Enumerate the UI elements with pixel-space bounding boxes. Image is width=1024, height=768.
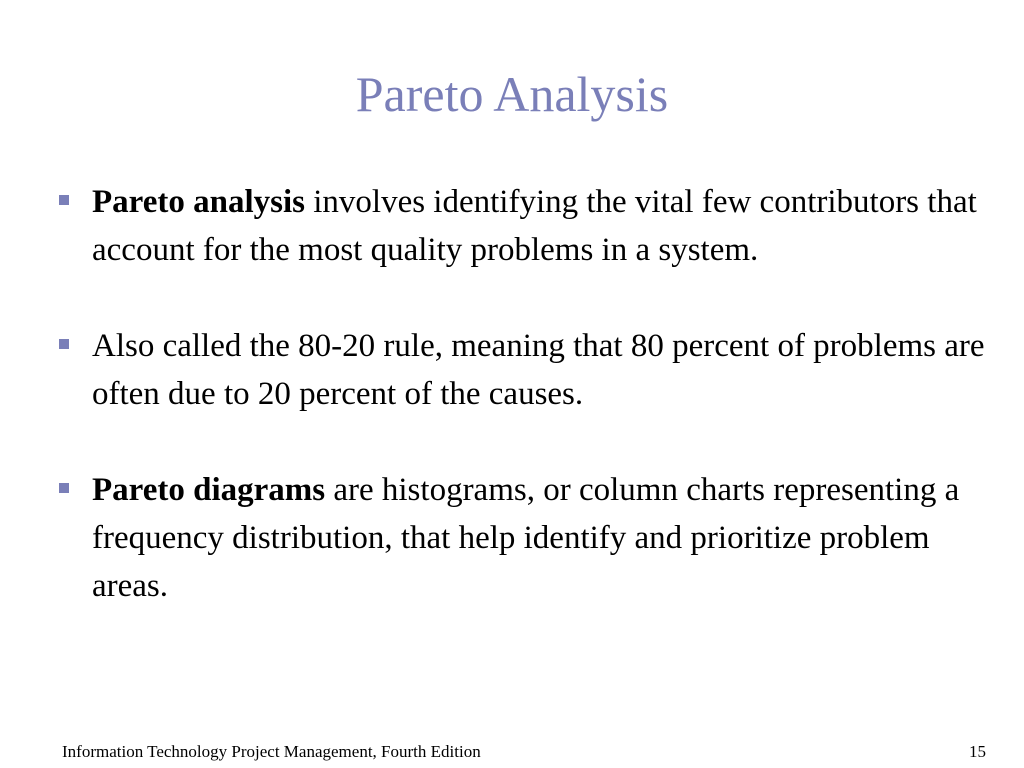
page-number: 15 — [969, 742, 986, 761]
bullet-list — [56, 178, 986, 610]
footer-text: Information Technology Project Management, Fourth Edition — [62, 742, 481, 761]
bullet-term: Pareto diagrams — [92, 472, 326, 508]
slide-title: Pareto Analysis — [355, 66, 669, 122]
square-bullet-icon — [59, 339, 69, 349]
bullet-text: are histograms, or column charts representing a frequency distribution, that help identify and prioritize problem areas. — [92, 472, 960, 604]
square-bullet-icon — [59, 195, 69, 205]
bullet-item-pareto-diagrams — [56, 466, 986, 610]
bullet-text: involves identifying the vital few contributors that account for the most quality problems in a system. — [92, 184, 977, 268]
bullet-item-pareto-analysis — [56, 178, 986, 274]
bullet-item-80-20-rule — [56, 322, 986, 418]
bullet-term: Pareto analysis — [92, 184, 305, 220]
square-bullet-icon — [59, 483, 69, 493]
bullet-text: Also called the 80-20 rule, meaning that 80 percent of problems are often due to 20 percent of the causes. — [92, 328, 985, 412]
